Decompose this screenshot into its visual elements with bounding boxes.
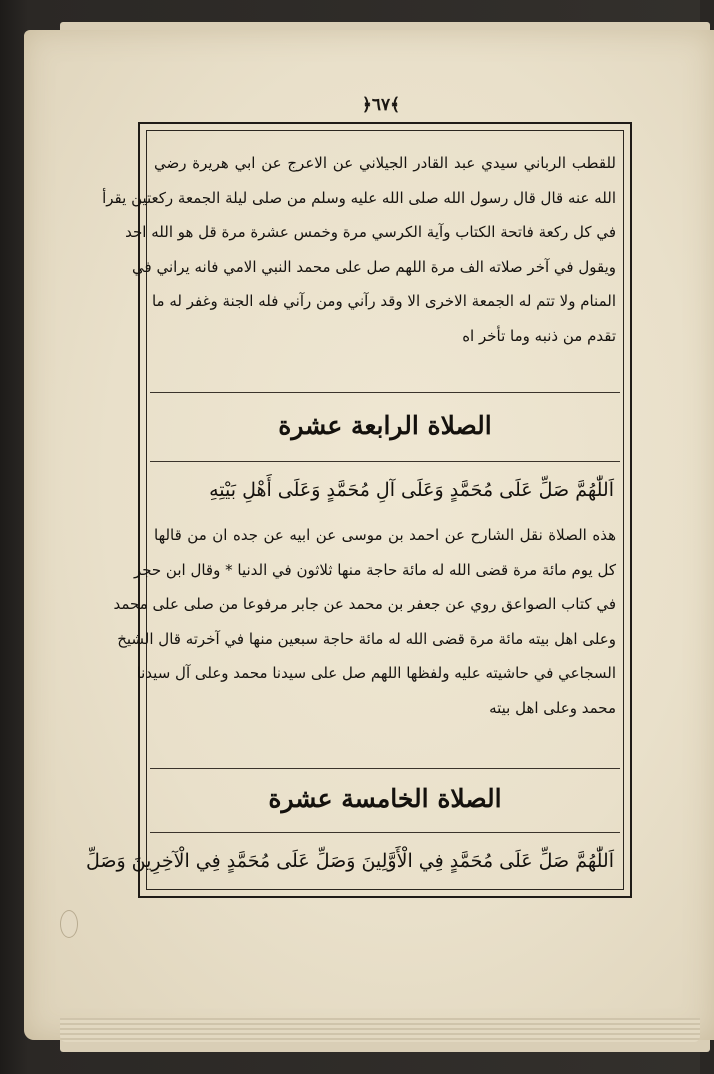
page-number: ﴿٦٧﴾ (361, 95, 401, 115)
text-line: محمد وعلى اهل بيته (489, 698, 616, 717)
text-line: تقدم من ذنبه وما تأخر اه (462, 326, 616, 345)
heading-fifteenth-prayer: الصلاة الخامسة عشرة (268, 784, 502, 813)
heading-fourteenth-prayer: الصلاة الرابعة عشرة (278, 411, 492, 440)
text-line: كل يوم مائة مرة قضى الله له مائة حاجة منها ثلاثون في الدنيا * وقال ابن حجر (133, 560, 616, 579)
binding-hole (60, 910, 78, 938)
prayer-text-fourteenth: اَللّٰهُمَّ صَلِّ عَلَى مُحَمَّدٍ وَعَلَى آلِ مُحَمَّدٍ وَعَلَى أَهْلِ بَيْتِهِ (209, 479, 614, 501)
section-divider (150, 392, 620, 393)
text-line: المنام ولا تتم له الجمعة الاخرى الا وقد رآني ومن رآني فله الجنة وغفر له ما (151, 292, 616, 310)
section-divider (150, 461, 620, 462)
section-divider (150, 768, 620, 769)
text-line: الله عنه قال قال رسول الله صلى الله عليه وسلم من صلى ليلة الجمعة ركعتين يقرأ (102, 188, 616, 207)
section-divider (150, 832, 620, 833)
text-line: للقطب الرباني سيدي عبد القادر الجيلاني عن الاعرج عن ابي هريرة رضي (154, 154, 616, 172)
text-line: هذه الصلاة نقل الشارح عن احمد بن موسى عن ابيه عن جده ان من قالها (154, 526, 616, 544)
text-line: ويقول في آخر صلاته الف مرة اللهم صل على محمد النبي الامي فانه يراني في (132, 257, 616, 276)
text-line: وعلى اهل بيته مائة مرة قضى الله له مائة حاجة سبعين منها في آخرته قال الشيخ (117, 629, 616, 648)
page-edges (60, 1018, 700, 1042)
prayer-text-fifteenth: اَللّٰهُمَّ صَلِّ عَلَى مُحَمَّدٍ فِي الْأَوَّلِينَ وَصَلِّ عَلَى مُحَمَّدٍ فِي الْآخِرِينَ وَصَلِّ (85, 850, 614, 872)
text-line: في كل ركعة فاتحة الكتاب وآية الكرسي مرة وخمس عشرة مرة قل هو الله احد (125, 223, 616, 241)
text-section-a (102, 146, 622, 353)
text-line: في كتاب الصواعق روي عن جعفر بن محمد عن جابر مرفوعا من صلى على محمد (113, 595, 616, 613)
text-section-b (113, 518, 622, 725)
text-line: السجاعي في حاشيته عليه ولفظها اللهم صل على سيدنا محمد وعلى آل سيدنا (136, 664, 616, 682)
